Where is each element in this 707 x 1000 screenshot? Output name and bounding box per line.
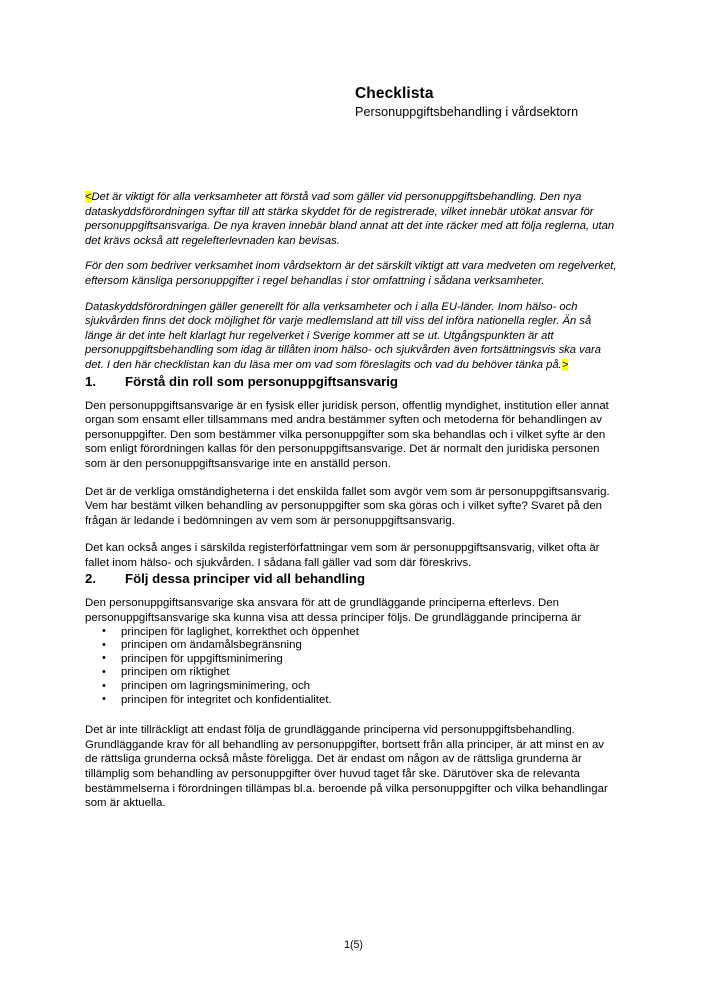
document-header [355,84,655,121]
section-1-paragraph-3: Det kan också anges i särskilda registerförfattningar vem som är personuppgiftsansvarig, vilket ofta är fallet inom hälso- och sjukvården. I sådana fall gäller vad som där föreskrivs. [85,542,600,569]
list-item: • principen om lagringsminimering, och [85,680,617,694]
intro-paragraph-3-text: Dataskyddsförordningen gäller generellt för alla verksamheter och i alla EU-länder. Inom hälso- och sjukvården finns det dock möjlighet för varje medlemsland att till viss del införa nationella regler. Än så länge är det inte helt klarlagt hur regelverket i Sverige kommer att se ut. Utgångspunkten är att personuppgiftsbehandling som idag är tillåten inom hälso- och sjukvården även fortsättningsvis ska vara det. I den här checklistan kan du läsa mer om vad som föreslagits och vad du behöver tänka på. [85,300,601,371]
principles-list [85,626,617,708]
list-item: • principen för uppgiftsminimering [85,653,617,667]
document-body [85,190,617,811]
section-number-2: 2. [85,571,97,587]
highlight-close-marker: > [561,358,569,371]
page-footer: 1(5) [344,939,363,951]
section-heading-1 [85,373,617,390]
section-title-1: Förstå din roll som personuppgiftsansvarig [125,373,398,389]
section-2-closing-paragraph: Det är inte tillräckligt att endast följa de grundläggande principerna vid personuppgiftsbehandling. Grundläggande krav för all behandling av personuppgifter, bortsett från alla principer, är att minst en av de rättsliga grunderna också måste föreligga. Det är endast om någon av de rättsliga grunderna är tillämplig som behandling av personuppgifter över huvud taget får ske. Därutöver ska de relevanta bestämmelserna i förordningen tillämpas bl.a. beroende på vilka personuppgifter och vilka behandlingar som är aktuella. [85,724,608,810]
section-2-lead-paragraph: Den personuppgiftsansvarige ska ansvara för att de grundläggande principerna efterlevs. Den personuppgiftsansvarige ska kunna visa att dessa principer följs. De grundläggande principerna är [85,597,582,625]
list-item: • principen om riktighet [85,666,617,680]
intro-paragraph-2: För den som bedriver verksamhet inom vårdsektorn är det särskilt viktigt att vara medveten om regelverket, eftersom känsliga personuppgifter i regel behandlas i stor omfattning i sådana verksamheter. [85,260,617,287]
highlight-open-marker: < [85,191,92,203]
intro-paragraph-3 [85,300,617,373]
section-number-1: 1. [85,373,97,389]
intro-paragraph-1 [85,190,617,248]
intro-paragraph-1-text: Det är viktigt för alla verksamheter att förstå vad som gäller vid personuppgiftsbehandling. Den nya dataskyddsförordningen syftar till att stärka skyddet för de registrerade, vilket innebär utökat ansvar för personuppgiftsansvariga. De nya kraven innebär bland annat att det inte räcker med att följa reglerna, utan det krävs också att regelefterlevnaden kan bevisas. [85,191,615,247]
section-1-paragraph-2: Det är de verkliga omständigheterna i det enskilda fallet som avgör vem som är personuppgiftsansvarig. Vem har bestämt vilken behandling av personuppgifter som ska göras och i vilket syfte? Svaret på den frågan är ledande i bedömningen av vem som är personuppgiftsansvarig. [85,485,610,527]
section-heading-2 [85,570,617,587]
list-item: • principen för integritet och konfidentialitet. [85,694,617,708]
list-item: • principen om ändamålsbegränsning [85,639,617,653]
document-title: Checklista [355,85,434,102]
section-title-2: Följ dessa principer vid all behandling [125,571,366,587]
document-subtitle: Personuppgiftsbehandling i vårdsektorn [355,105,579,119]
section-1-paragraph-1: Den personuppgiftsansvarige är en fysisk eller juridisk person, offentlig myndighet, institution eller annat organ som ensamt eller tillsammans med andra bestämmer syften och metoderna för behandlingen av personuppgifter. Den som bestämmer vilka personuppgifter som ska behandlas och i vilket syfte är den som enligt förordningen kallas för den personuppgiftsansvarige. Det är normalt den juridiska personen som är den personuppgiftsansvarige inte en anställd person. [85,399,609,470]
list-item: • principen för laglighet, korrekthet och öppenhet [85,626,617,640]
